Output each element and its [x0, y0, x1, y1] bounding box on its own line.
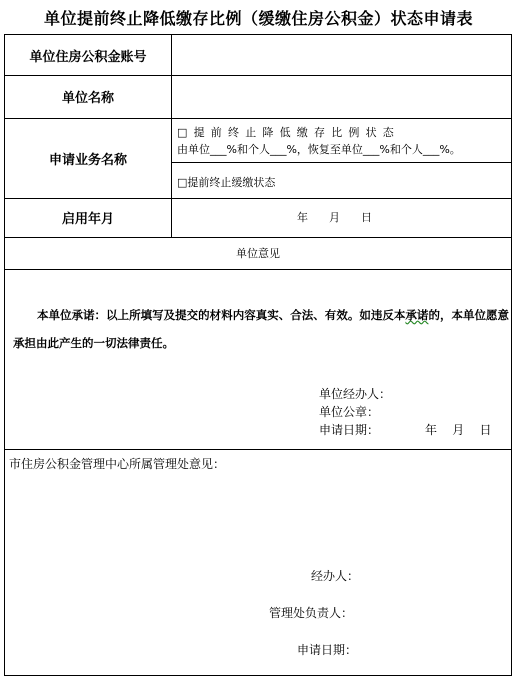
row-divider	[5, 237, 511, 238]
unit-apply-date-label: 申请日期：	[319, 423, 380, 437]
pledge-mark: 承诺	[405, 308, 429, 322]
center-apply-date-label: 申请日期：	[297, 643, 358, 657]
unit-seal-label: 单位公章：	[319, 405, 380, 419]
application-form	[4, 34, 512, 676]
option-deferral-checkbox[interactable]: □提前终止缓缴状态	[177, 176, 276, 189]
form-title: 单位提前终止降低缴存比例（缓缴住房公积金）状态申请表	[43, 9, 473, 28]
option-reduce-ratio-detail: 由单位___%和个人___%，恢复至单位___%和个人___%。	[177, 143, 461, 156]
pledge-lead: 本单位承诺：以上所填写及提交的材料内容真实、合法、有效。如违反本	[37, 308, 406, 322]
center-handler-label: 经办人：	[311, 569, 360, 583]
row-divider	[5, 269, 511, 270]
unit-name-label: 单位名称	[61, 91, 114, 106]
unit-opinion-header: 单位意见	[236, 247, 280, 260]
unit-name-field[interactable]	[172, 76, 510, 117]
business-name-label: 申请业务名称	[48, 152, 127, 168]
row-divider	[171, 162, 511, 163]
center-opinion-header: 市住房公积金管理中心所属管理处意见：	[9, 457, 226, 471]
account-field[interactable]	[172, 36, 510, 74]
start-date-field[interactable]: 年 月 日	[297, 211, 372, 224]
unit-handler-label: 单位经办人：	[319, 387, 392, 401]
start-month-label: 启用年月	[61, 212, 114, 227]
unit-pledge-text	[13, 301, 509, 357]
center-manager-label: 管理处负责人：	[269, 606, 354, 620]
unit-apply-date-value[interactable]: 年 月 日	[425, 423, 492, 437]
pledge-tail: 的，本单位愿意承担由此产生的一切法律责任。	[13, 308, 510, 350]
account-label: 单位住房公积金账号	[29, 49, 147, 65]
option-reduce-ratio-checkbox[interactable]: □提前终止降低缴存比例状态	[177, 126, 400, 139]
row-divider	[5, 449, 511, 450]
